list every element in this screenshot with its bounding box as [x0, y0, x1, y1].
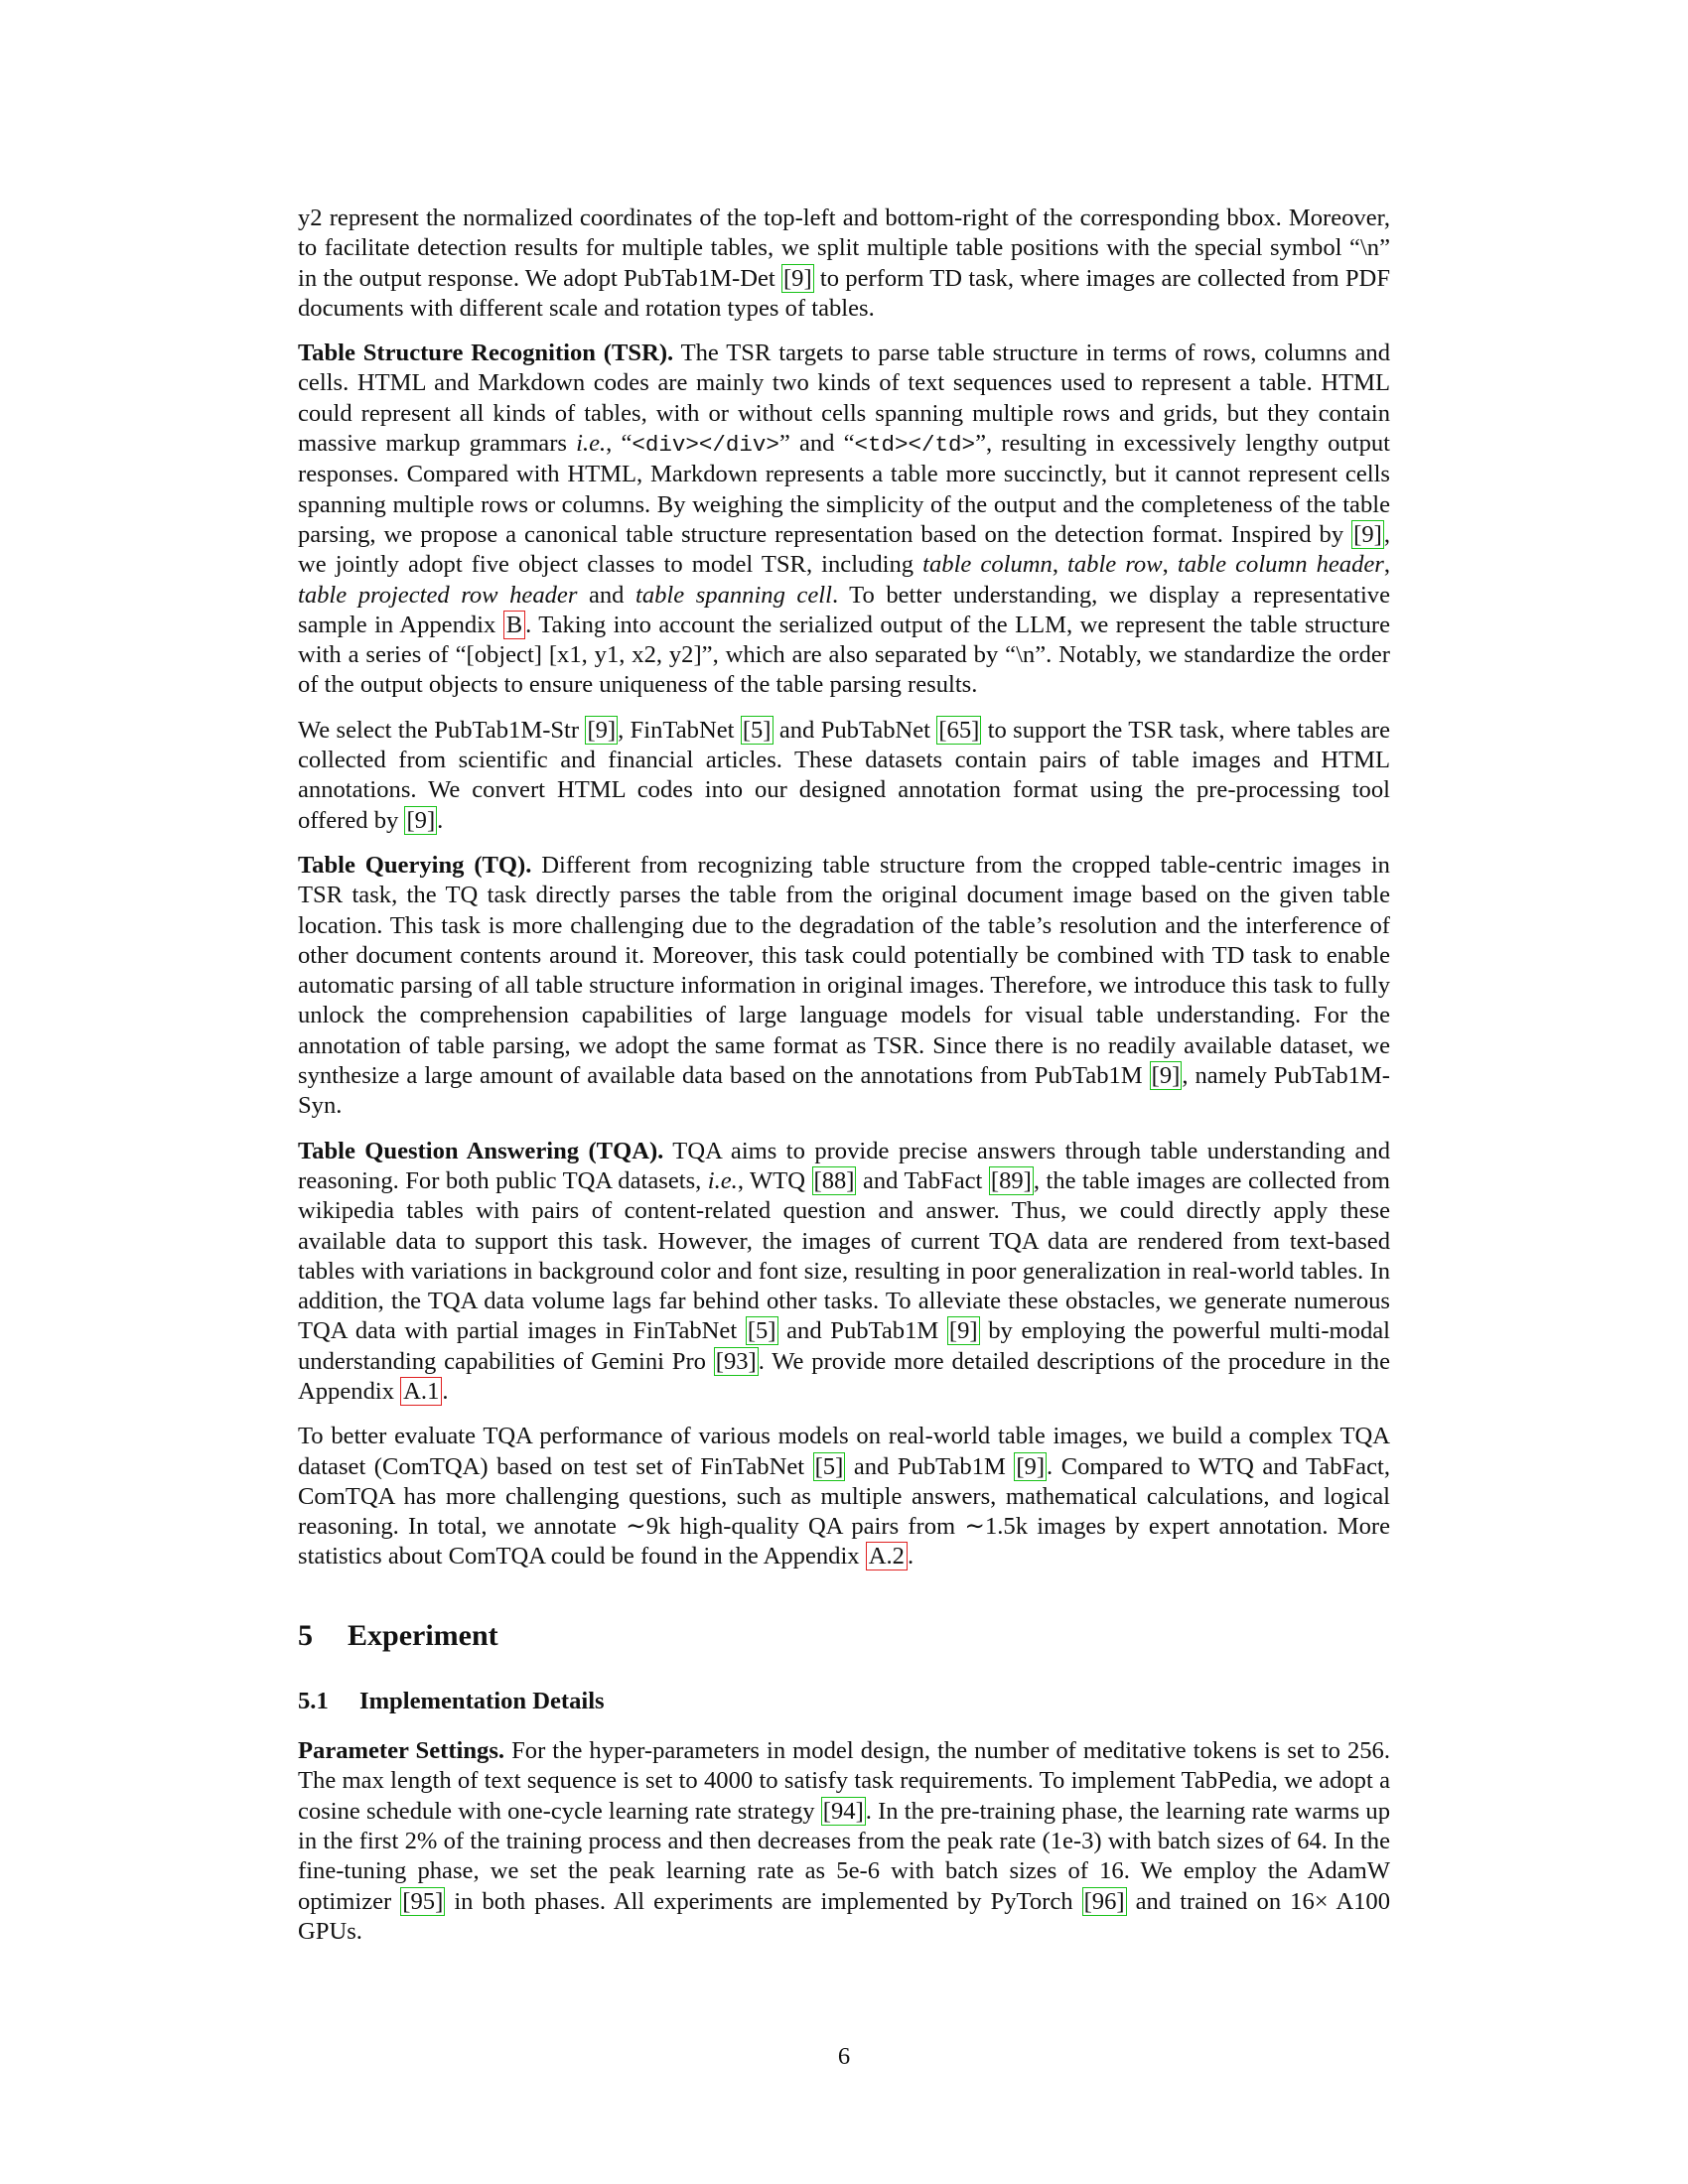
section-heading — [298, 1618, 1390, 1654]
paragraph-td-continued: y2 represent the normalized coordinates of the top-left and bottom-right of the corresponding bbox. Moreover, to facilitate detection results for multiple tables, we split multiple table positions with the special symbol “\n” in the output response. We adopt PubTab1M-Det [9] to perform TD task, where images are collected from PDF documents with different scale and rotation types of tables. — [298, 205, 1391, 322]
citation-link[interactable]: [9] — [948, 1317, 978, 1345]
paragraph-comtqa: To better evaluate TQA performance of various models on real-world table images, we build a complex TQA dataset (ComTQA) based on test set of FinTabNet [5] and PubTab1M [9]. Compared to WTQ and TabFact, ComTQA has more challenging questions, such as multiple answers, mathematical calculations, and logical reasoning. In total, we annotate ∼9k high-quality QA pairs from ∼1.5k images by expert annotation. More statistics about ComTQA could be found in the Appendix A.2 . — [298, 1423, 1390, 1570]
subsection-number: 5.1 — [298, 1687, 329, 1714]
citation-link[interactable]: [9] — [406, 806, 436, 834]
citation-link[interactable]: [9] — [1151, 1062, 1181, 1090]
citation-link[interactable]: [5] — [742, 716, 772, 744]
paragraph-heading: Table Question Answering (TQA). — [298, 1137, 664, 1164]
paper-page — [298, 204, 1390, 1962]
citation-link[interactable]: [65] — [938, 716, 980, 744]
paragraph-heading: Parameter Settings. — [298, 1737, 505, 1765]
citation-link[interactable]: [9] — [782, 264, 812, 292]
appendix-link[interactable]: A.2 — [866, 1542, 908, 1570]
paragraph-tsr: Table Structure Recognition (TSR). The TSR targets to parse table structure in terms of rows, columns and cells. HTML and Markdown codes are mainly two kinds of text sequences used to represent a table. HTML could represent all kinds of tables, with or without cells spanning multiple rows and grids, but they contain massive markup grammars i.e., “<div></div>” and “<td></td>”, resulting in excessively lengthy output responses. Compared with HTML, Markdown represents a table more succinctly, but it cannot represent cells spanning multiple rows or columns. By weighing the simplicity of the output and the completeness of the table parsing, we propose a canonical table structure representation based on the detection format. Inspired by [9], we jointly adopt five object classes to model TSR, including table column, table row, table column header, table projected row header and table spanning cell. To better understanding, we display a representative sample in Appendix B . Taking into account the serialized output of the LLM, we represent the table structure with a series of “[object] [x1, y1, x2, y2]”, which are also separated by “\n”. Notably, we standardize the order of the output objects to ensure uniqueness of the table parsing results. — [298, 340, 1391, 699]
citation-link[interactable]: [88] — [813, 1166, 855, 1194]
citation-link[interactable]: [93] — [715, 1347, 757, 1375]
code-snippet: <td></td> — [854, 432, 976, 459]
paragraph-parameter-settings: Parameter Settings. For the hyper-parameters in model design, the number of meditative tokens is set to 256. The max length of text sequence is set to 4000 to satisfy task requirements. To implement TabPedia, we adopt a cosine schedule with one-cycle learning rate strategy [94]. In the pre-training phase, the learning rate warms up in the first 2% of the training process and then decreases from the peak rate (1e-3) with batch sizes of 64. In the fine-tuning phase, we set the peak learning rate as 5e-6 with batch sizes of 16. We employ the AdamW optimizer [95] in both phases. All experiments are implemented by PyTorch [96] and trained on 16× A100 GPUs. — [298, 1737, 1391, 1945]
section-title: Experiment — [348, 1618, 498, 1652]
citation-link[interactable]: [5] — [814, 1452, 844, 1480]
citation-link[interactable]: [96] — [1083, 1887, 1125, 1915]
citation-link[interactable]: [9] — [1016, 1452, 1046, 1480]
appendix-link[interactable]: A.1 — [400, 1377, 442, 1406]
citation-link[interactable]: [9] — [587, 716, 617, 744]
page-number: 6 — [837, 2043, 851, 2070]
citation-link[interactable]: [95] — [402, 1887, 444, 1915]
appendix-link[interactable]: B — [503, 611, 525, 639]
code-snippet: <div></div> — [632, 432, 779, 459]
subsection-heading — [298, 1687, 1390, 1716]
citation-link[interactable]: [94] — [822, 1797, 864, 1825]
paragraph-tsr-datasets: We select the PubTab1M-Str [9], FinTabNet [5] and PubTabNet [65] to support the TSR task, where tables are collected from scientific and financial articles. These datasets contain pairs of table images and HTML annotations. We convert HTML codes into our designed annotation format using the pre-processing tool offered by [9]. — [298, 716, 1390, 834]
paragraph-heading: Table Querying (TQ). — [298, 851, 532, 879]
paragraph-heading: Table Structure Recognition (TSR). — [298, 340, 674, 367]
paragraph-tqa: Table Question Answering (TQA). TQA aims to provide precise answers through table understanding and reasoning. For both public TQA datasets, i.e., WTQ [88] and TabFact [89], the table images are collected from wikipedia tables with pairs of content-related question and answer. Thus, we could directly apply these available data to support this task. However, the images of current TQA data are rendered from text-based tables with variations in background color and font size, resulting in poor generalization in real-world tables. In addition, the TQA data volume lags far behind other tasks. To alleviate these obstacles, we generate numerous TQA data with partial images in FinTabNet [5] and PubTab1M [9] by employing the powerful multi-modal understanding capabilities of Gemini Pro [93]. We provide more detailed descriptions of the procedure in the Appendix A.1 . — [298, 1137, 1390, 1405]
section-number: 5 — [298, 1618, 313, 1652]
citation-link[interactable]: [5] — [747, 1317, 776, 1345]
citation-link[interactable]: [89] — [990, 1166, 1032, 1194]
paragraph-tq: Table Querying (TQ). Different from recognizing table structure from the cropped table-centric images in TSR task, the TQ task directly parses the table from the original document image based on the given table location. This task is more challenging due to the degradation of the table’s resolution and the interference of other document contents around it. Moreover, this task could potentially be combined with TD task to enable automatic parsing of all table structure information in original images. Therefore, we introduce this task to fully unlock the comprehension capabilities of large language models for visual table understanding. For the annotation of table parsing, we adopt the same format as TSR. Since there is no readily available dataset, we synthesize a large amount of available data based on the annotations from PubTab1M [9], namely PubTab1M-Syn. — [298, 851, 1390, 1120]
subsection-title: Implementation Details — [359, 1687, 605, 1714]
citation-link[interactable]: [9] — [1353, 520, 1382, 548]
